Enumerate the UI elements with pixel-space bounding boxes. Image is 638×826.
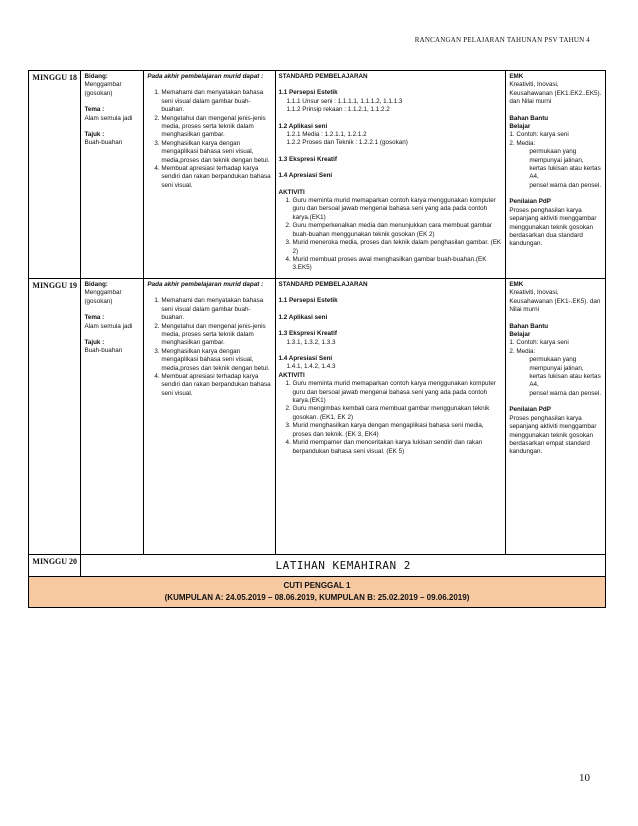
bantu-title-2: Belajar <box>509 123 531 131</box>
activity-item: 2. Guru memperkenalkan media dan menunjukkan cara membuat gambar buah-buahan menggunakan teknik gosokan (EK 2) <box>293 222 503 239</box>
objectives-title: Pada akhir pembelajaran murid dapat : <box>147 281 264 288</box>
objectives-title: Pada akhir pembelajaran murid dapat : <box>147 73 264 80</box>
objective-item: 3. Menghasilkan karya dengan mengaplikasi bahasa seni visual, media,proses dan teknik dengan betul. <box>161 348 271 373</box>
standard-heading: 1.3 Ekspresi Kreatif <box>278 330 337 338</box>
activity-item: 2. Guru mengimbas kembali cara membuat gambar menggunakan teknik gosokan. (EK1, EK 2) <box>293 405 503 422</box>
field-value: Menggambar <box>84 81 122 89</box>
bantu-item: 1. Contoh: karya seni <box>509 131 569 139</box>
theme-label: Tema : <box>84 106 105 114</box>
topic-label: Tajuk : <box>84 131 105 139</box>
pdp-value: Proses penghasilan karya sepanjang aktiviti menggambar menggunakan teknik gosokan berdasarkan empat standard kandungan. <box>509 414 597 456</box>
objective-item: 2. Mengetahui dan mengenal jenis-jenis media, proses serta teknik dalam menghasilkan gambar. <box>161 323 271 348</box>
objectives-list <box>147 89 271 190</box>
theme-value: Alam semula jadi <box>84 114 133 122</box>
field-label: Bidang: <box>84 73 108 80</box>
field-label: Bidang: <box>84 281 108 288</box>
holiday-cell <box>29 577 606 608</box>
media-item: permukaan yang mempunyai jalinan, kertas lukisan atau kertas A4, <box>529 148 601 181</box>
activity-item: 1. Guru meminta murid memaparkan contoh karya menggunakan komputer guru dan bersoal jawab mengenai bahasa seni yang ada pada contoh karya.(EK1) <box>293 197 503 222</box>
standard-sub: 1.4.1, 1.4.2, 1.4.3 <box>286 363 336 371</box>
emk-value: Kreativiti, Inovasi, Keusahawanan (EK1-.EK5). dan Nilai murni <box>509 289 601 314</box>
holiday-row <box>29 577 606 608</box>
topic-label: Tajuk : <box>84 339 105 347</box>
standard-heading: 1.2 Aplikasi seni <box>278 313 328 321</box>
standard-heading: 1.2 Aplikasi seni <box>278 122 328 130</box>
standard-heading: 1.1 Persepsi Estetik <box>278 297 338 305</box>
activity-item: 3. Murid meneroka media, proses dan teknik dalam penghasilan gambar. (EK 2) <box>293 239 503 256</box>
objectives-cell <box>144 71 275 279</box>
standard-sub: 1.2.2 Proses dan Teknik : 1.2.2.1 (gosokan) <box>286 139 408 147</box>
emk-cell <box>506 279 606 555</box>
holiday-dates: (KUMPULAN A: 24.05.2019 – 08.06.2019, KUMPULAN B: 25.02.2019 – 09.06.2019) <box>164 593 470 602</box>
bantu-title: Bahan Bantu <box>509 322 549 330</box>
standard-heading: 1.1 Persepsi Estetik <box>278 89 338 97</box>
objective-item: 3. Menghasilkan karya dengan mengaplikasi bahasa seni visual, media,proses dan teknik dengan betul. <box>161 140 271 165</box>
standard-heading: 1.4 Apresiasi Seni <box>278 172 333 180</box>
topic-value: Buah-buahan <box>84 139 123 147</box>
week-label: MINGGU 20 <box>29 555 81 577</box>
theme-label: Tema : <box>84 314 105 322</box>
latihan-cell: LATIHAN KEMAHIRAN 2 <box>81 555 606 577</box>
topic-value: Buah-buahan <box>84 347 123 355</box>
bantu-title-2: Belajar <box>509 331 531 339</box>
week-19-row <box>29 279 606 555</box>
holiday-title: CUTI PENGGAL 1 <box>283 581 351 590</box>
bantu-item: 2. Media: <box>509 139 536 147</box>
objective-item: 1. Memahami dan menyatakan bahasa seni visual dalam gambar buah-buahan. <box>161 297 271 322</box>
standard-heading: 1.3 Ekspresi Kreatif <box>278 155 337 163</box>
objective-item: 4. Membuat apresiasi terhadap karya sendiri dan rakan berpandukan bahasa seni visual. <box>161 373 271 398</box>
objective-item: 1. Memahami dan menyatakan bahasa seni visual dalam gambar buah-buahan. <box>161 89 271 114</box>
objectives-cell <box>144 279 275 555</box>
standard-sub: 1.2.1 Media : 1.2.1.1, 1.2.1.2 <box>286 131 367 139</box>
activities-list <box>279 380 503 456</box>
emk-title: EMK <box>509 281 524 288</box>
bantu-title: Bahan Bantu <box>509 114 549 122</box>
pdp-value: Proses penghasilan karya sepanjang aktiviti menggambar menggunakan teknik gosokan berdasarkan dua standard kandungan. <box>509 206 597 248</box>
bantu-item: 1. Contoh: karya seni <box>509 339 569 347</box>
week-label: MINGGU 19 <box>29 279 81 555</box>
page-number: 10 <box>579 772 590 784</box>
theme-value: Alam semula jadi <box>84 322 133 330</box>
activities-list <box>279 197 503 273</box>
standard-sub: 1.3.1, 1.3.2, 1.3.3 <box>286 338 336 346</box>
activities-title: AKTIVITI <box>278 371 305 379</box>
pdp-title: Penilaian PdP <box>509 198 551 206</box>
week-20-row <box>29 555 606 577</box>
field-value: Menggambar <box>84 289 122 297</box>
standards-title: STANDARD PEMBELAJARAN <box>278 281 368 288</box>
emk-title: EMK <box>509 73 524 80</box>
lesson-plan-table <box>28 70 606 608</box>
bantu-item: 2. Media: <box>509 347 536 355</box>
standard-sub: 1.1.2 Prinsip rekaan : 1.1.2.1, 1.1.2.2 <box>286 106 390 114</box>
standards-cell <box>275 71 506 279</box>
activity-item: 4. Murid mempamer dan menceritakan karya lukisan sendiri dan rakan berpandukan bahasa seni visual. (EK 5) <box>293 439 503 456</box>
objective-item: 2. Mengetahui dan mengenal jenis-jenis media, proses serta teknik dalam menghasilkan gambar. <box>161 115 271 140</box>
objective-item: 4. Membuat apresiasi terhadap karya sendiri dan rakan berpandukan bahasa seni visual. <box>161 165 271 190</box>
media-item: pensel warna dan pensel. <box>529 389 602 397</box>
week-18-row <box>29 71 606 279</box>
pdp-title: Penilaian PdP <box>509 406 551 414</box>
objectives-list <box>147 297 271 398</box>
field-cell <box>81 71 144 279</box>
field-technique: (gosokan) <box>84 89 113 97</box>
activity-item: 1. Guru meminta murid memaparkan contoh karya menggunakan komputer guru dan bersoal jawab mengenai bahasa seni yang ada pada contoh karya.(EK1) <box>293 380 503 405</box>
standard-heading: 1.4 Apresiasi Seni <box>278 355 333 363</box>
standards-cell <box>275 279 506 555</box>
media-item: permukaan yang mempunyai jalinan, kertas lukisan atau kertas A4, <box>529 356 601 389</box>
standard-sub: 1.1.1 Unsur seni : 1.1.1.1, 1.1.1.2, 1.1.1.3 <box>286 97 403 105</box>
activities-title: AKTIVITI <box>278 188 305 196</box>
activity-item: 4. Murid membuat proses awal menghasilkan gambar buah-buahan.(EK 3.EK5) <box>293 256 503 273</box>
standards-title: STANDARD PEMBELAJARAN <box>278 73 368 80</box>
emk-value: Kreativiti, Inovasi, Keusahawanan (EK1.EK2..EK5). dan Nilai murni <box>509 81 602 106</box>
media-item: pensel warna dan pensel. <box>529 181 602 189</box>
document-header: RANCANGAN PELAJARAN TAHUNAN PSV TAHUN 4 <box>414 36 590 44</box>
field-cell <box>81 279 144 555</box>
emk-cell <box>506 71 606 279</box>
field-technique: (gosokan) <box>84 297 113 305</box>
week-label: MINGGU 18 <box>29 71 81 279</box>
activity-item: 3. Murid menghasilkan karya dengan mengaplikasi bahasa seni media, proses dan teknik. (EK 3, EK4) <box>293 422 503 439</box>
